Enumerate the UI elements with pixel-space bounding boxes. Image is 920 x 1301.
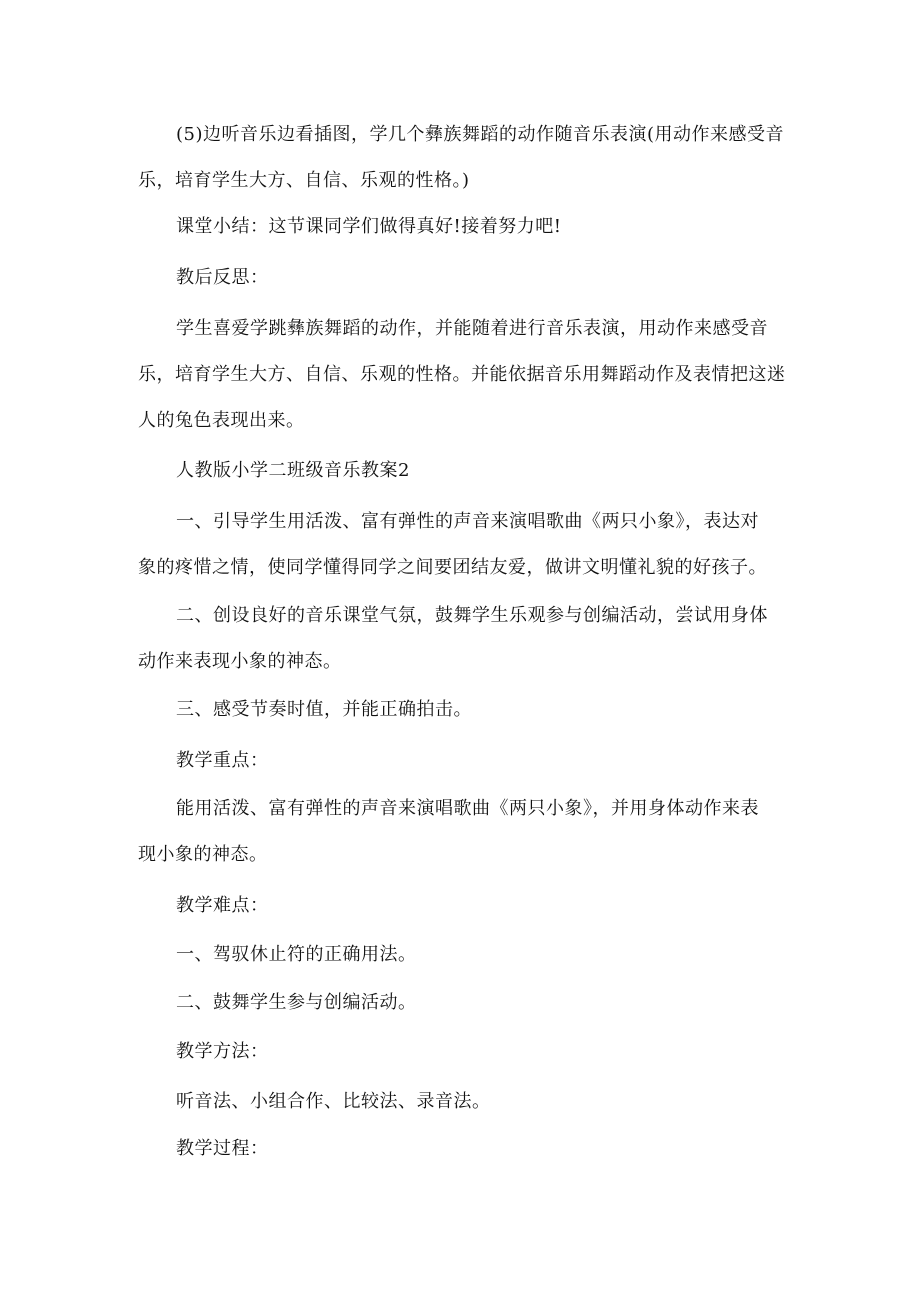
paragraph-methods [138,1079,788,1125]
paragraph-class-summary [138,204,788,250]
heading-key-points [138,738,788,784]
text-line: 课堂小结：这节课同学们做得真好!接着努力吧! [176,216,562,237]
text-line: 学生喜爱学跳彝族舞蹈的动作，并能随着进行音乐表演，用动作来感受音 [176,318,768,339]
paragraph-difficulty-1 [138,932,788,978]
text-line: (5)边听音乐边看插图，学几个彝族舞蹈的动作随音乐表演(用动作来感受音 [176,124,785,145]
text-line: 乐，培育学生大方、自信、乐观的性格。) [138,170,470,191]
text-line: 动作来表现小象的神态。 [138,651,342,672]
text-line: 象的疼惜之情，使同学懂得同学之间要团结友爱，做讲文明懂礼貌的好孩子。 [138,557,767,578]
text-line: 能用活泼、富有弹性的声音来演唱歌曲《两只小象》，并用身体动作来表 [176,798,759,819]
heading-methods [138,1029,788,1075]
heading-difficulties [138,883,788,929]
section-title [138,448,788,494]
text-line: 听音法、小组合作、比较法、录音法。 [176,1091,491,1112]
text-line: 一、引导学生用活泼、富有弹性的声音来演唱歌曲《两只小象》，表达对 [176,511,759,532]
text-line: 教学方法： [176,1041,269,1062]
text-line: 人教版小学二班级音乐教案2 [176,460,410,481]
paragraph-key-points [138,786,788,878]
paragraph-reflection [138,306,788,444]
paragraph-objective-2 [138,593,788,685]
text-line: 二、鼓舞学生参与创编活动。 [176,992,417,1013]
text-line: 二、创设良好的音乐课堂气氛，鼓舞学生乐观参与创编活动，尝试用身体 [176,605,768,626]
text-line: 教学重点： [176,750,269,771]
paragraph-objective-3 [138,687,788,733]
text-line: 教后反思： [176,267,269,288]
paragraph-difficulty-2 [138,980,788,1026]
text-line: 一、驾驭休止符的正确用法。 [176,944,417,965]
heading-process [138,1126,788,1172]
heading-reflection [138,255,788,301]
paragraph-step-5 [138,112,788,204]
text-line: 乐，培育学生大方、自信、乐观的性格。并能依据音乐用舞蹈动作及表情把这迷 [138,364,786,385]
text-line: 三、感受节奏时值，并能正确拍击。 [176,699,472,720]
text-line: 现小象的神态。 [138,844,268,865]
paragraph-objective-1 [138,499,788,591]
text-line: 教学过程： [176,1138,269,1159]
text-line: 教学难点： [176,895,269,916]
text-line: 人的兔色表现出来。 [138,410,305,431]
